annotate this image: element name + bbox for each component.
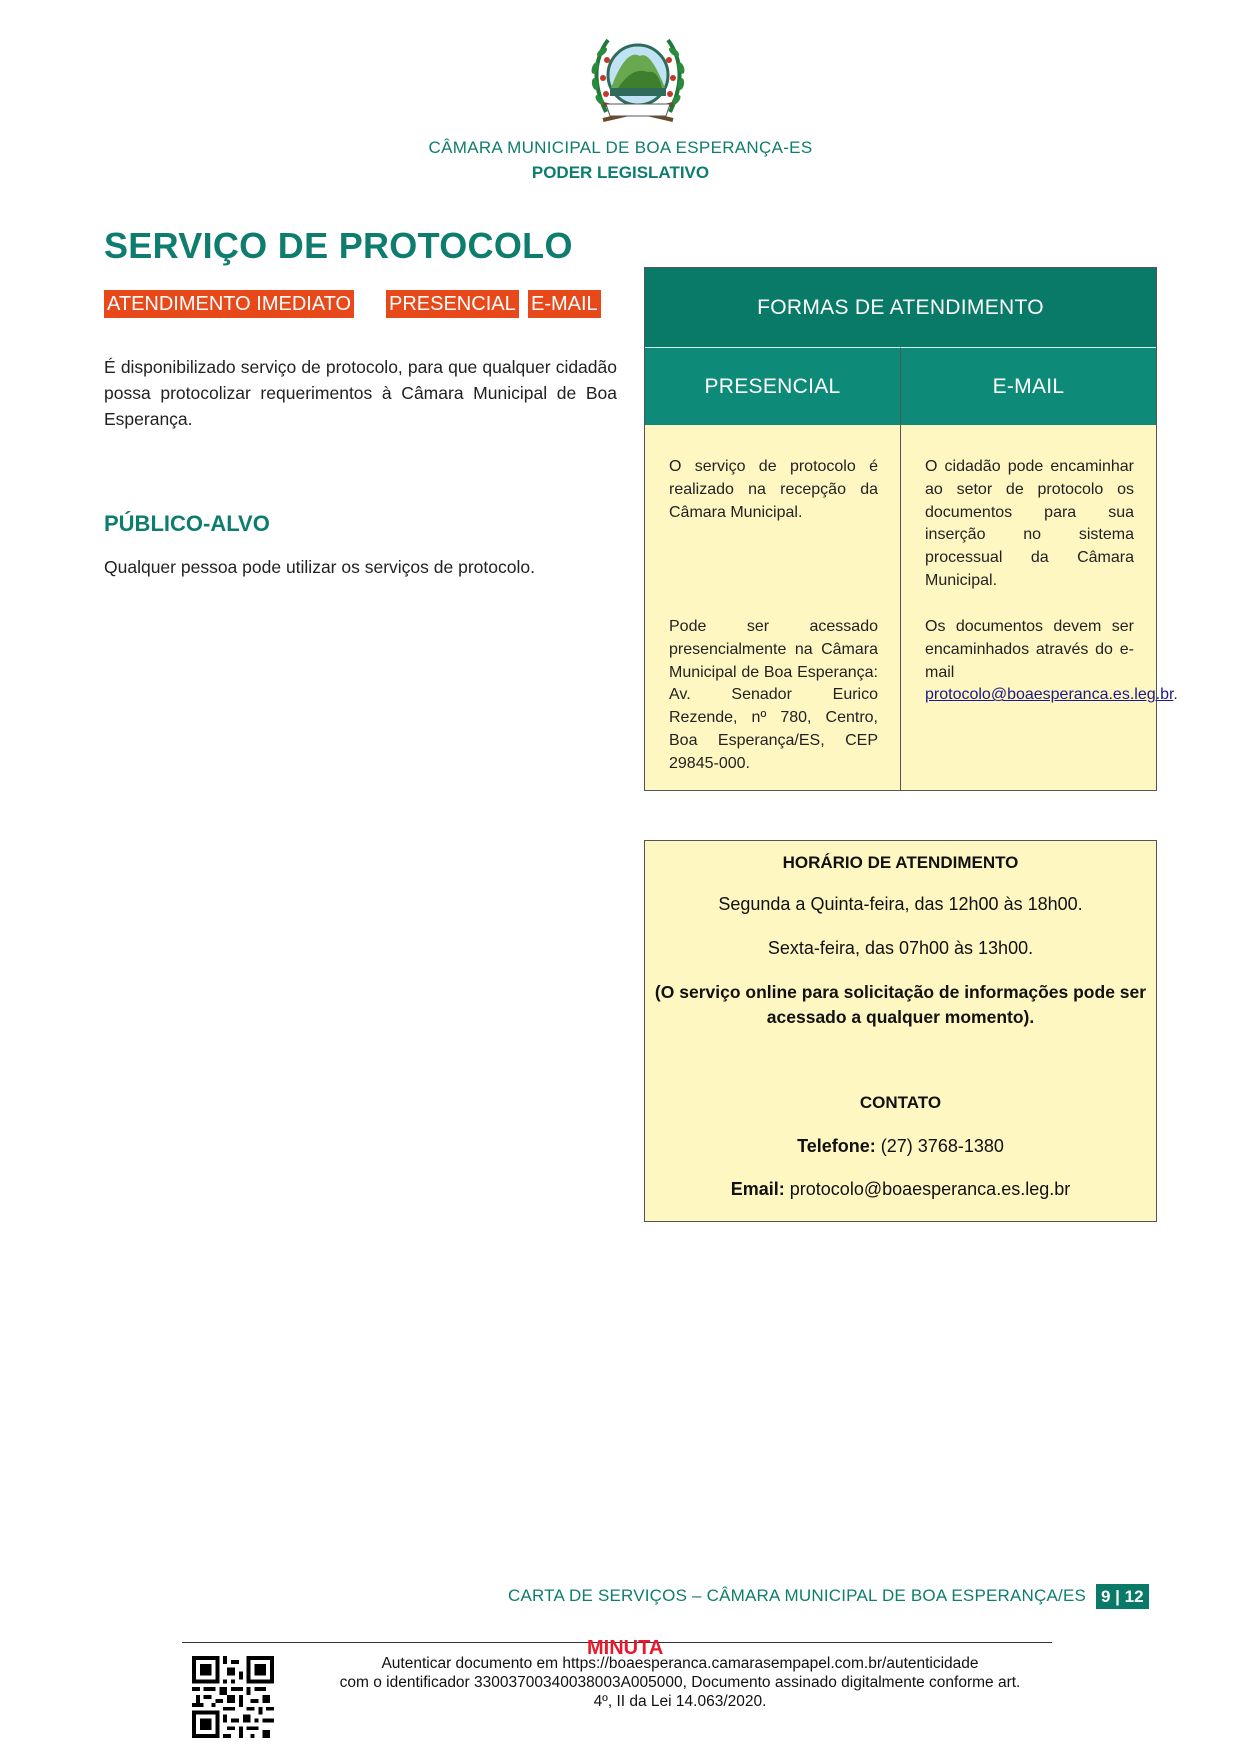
horario-weekdays: Segunda a Quinta-feira, das 12h00 às 18h00. xyxy=(718,894,1083,914)
horario-friday: Sexta-feira, das 07h00 às 13h00. xyxy=(767,938,1034,958)
presencial-text-2: Pode ser acessado presencialmente na Câmara Municipal de Boa Esperança: Av. Senador Eurico Rezende, nº 780, Centro, Boa Esperança/ES, CEP 29845-000. xyxy=(669,618,878,772)
col-body-email xyxy=(901,425,1178,790)
intro-paragraph: É disponibilizado serviço de protocolo, para que qualquer cidadão possa protocolizar requerimentos à Câmara Municipal de Boa Esperança. xyxy=(104,357,617,429)
qr-code-icon xyxy=(192,1656,274,1738)
page-title: SERVIÇO DE PROTOCOLO xyxy=(104,225,573,266)
horario-box xyxy=(644,840,1157,1222)
col-head-presencial: PRESENCIAL xyxy=(645,347,901,426)
col-head-email: E-MAIL xyxy=(901,347,1156,426)
tag-atendimento-imediato: ATENDIMENTO IMEDIATO xyxy=(104,290,354,318)
auth-line-2: com o identificador 33003700340038003A005000, Documento assinado digitalmente conforme art. xyxy=(339,1674,1021,1691)
email-text-2-prefix: Os documentos devem ser encaminhados através do e-mail xyxy=(925,618,1134,681)
contact-phone xyxy=(645,1136,1156,1157)
formas-title: FORMAS DE ATENDIMENTO xyxy=(645,268,1156,347)
tag-email: E-MAIL xyxy=(528,290,601,318)
horario-note: (O serviço online para solicitação de informações pode ser acessado a qualquer momento). xyxy=(654,982,1147,1027)
tag-presencial: PRESENCIAL xyxy=(386,290,519,318)
auth-line-1[interactable]: Autenticar documento em https://boaesperanca.camarasempapel.com.br/autenticidade xyxy=(381,1655,979,1672)
auth-line-3: 4º, II da Lei 14.063/2020. xyxy=(593,1693,767,1710)
email-text-2-suffix: . xyxy=(1173,686,1178,704)
phone-label: Telefone: xyxy=(797,1136,876,1156)
email-label: Email: xyxy=(730,1179,785,1199)
formas-table xyxy=(644,267,1178,791)
footer-title: CARTA DE SERVIÇOS – CÂMARA MUNICIPAL DE BOA ESPERANÇA/ES xyxy=(508,1586,1087,1605)
col-body-presencial xyxy=(645,425,901,790)
protocolo-email-link[interactable]: protocolo@boaesperanca.es.leg.br xyxy=(925,686,1174,704)
contact-email xyxy=(645,1179,1156,1200)
email-value: protocolo@boaesperanca.es.leg.br xyxy=(784,1179,1071,1199)
header-institution: CÂMARA MUNICIPAL DE BOA ESPERANÇA-ES xyxy=(428,138,813,157)
public-text: Qualquer pessoa pode utilizar os serviços de protocolo. xyxy=(104,557,535,577)
authentication-notice xyxy=(290,1654,1070,1711)
email-text-2 xyxy=(925,616,1178,707)
minuta-stamp: MINUTA xyxy=(587,1637,664,1659)
header-subtitle: PODER LEGISLATIVO xyxy=(531,163,710,182)
contact-title: CONTATO xyxy=(859,1093,942,1112)
horario-title: HORÁRIO DE ATENDIMENTO xyxy=(782,853,1019,872)
phone-value: (27) 3768-1380 xyxy=(875,1136,1004,1156)
email-text-1: O cidadão pode encaminhar ao setor de protocolo os documentos para sua inserção no sistema processual da Câmara Municipal. xyxy=(925,458,1134,589)
page-number: 9 | 12 xyxy=(1096,1584,1149,1609)
coat-of-arms-logo xyxy=(578,20,698,130)
presencial-text-1: O serviço de protocolo é realizado na recepção da Câmara Municipal. xyxy=(669,458,878,521)
public-heading: PÚBLICO-ALVO xyxy=(104,511,270,536)
